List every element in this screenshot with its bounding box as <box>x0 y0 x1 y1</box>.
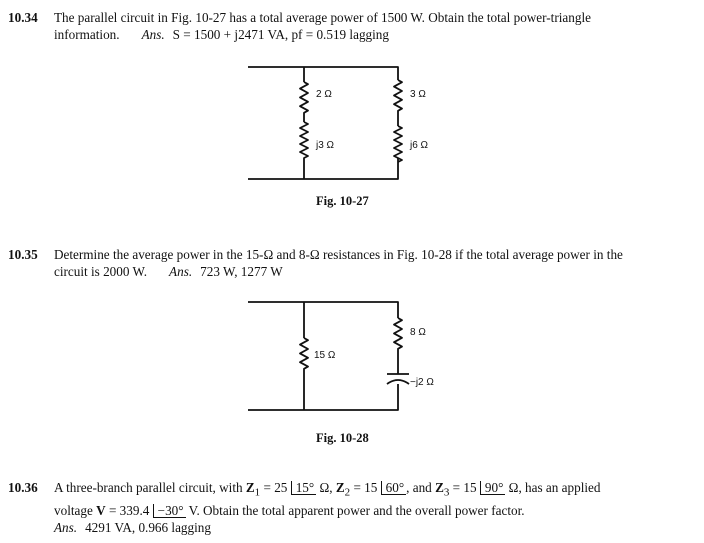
capacitor-plate-bottom <box>387 380 409 384</box>
angle-notation: 60° <box>381 481 406 495</box>
bottom-wire <box>248 384 398 410</box>
label-8-ohm: 8 Ω <box>410 327 426 338</box>
text-run: = 25 <box>260 480 291 495</box>
angle-notation: −30° <box>153 504 186 518</box>
figure-10-27-circuit <box>248 67 402 179</box>
angle-notation: 90° <box>480 481 505 495</box>
text-run: , and <box>406 480 436 495</box>
symbol-z2: Z <box>335 480 345 495</box>
problem-number: 10.36 <box>8 480 38 495</box>
text-run: Ω, has an applied <box>505 480 601 495</box>
answer-text: 4291 VA, 0.966 lagging <box>85 519 211 535</box>
subscript: 1 <box>254 486 261 499</box>
resistor-8-ohm <box>394 318 402 374</box>
top-wire <box>248 302 398 318</box>
figure-caption: Fig. 10-28 <box>316 431 369 445</box>
problem-line: The parallel circuit in Fig. 10-27 has a total average power of 1500 W. Obtain the total power-triangle <box>54 10 591 25</box>
resistor-3-ohm <box>394 80 402 126</box>
symbol-z1: Z <box>245 480 255 495</box>
text-run: A three-branch parallel circuit, with <box>54 480 246 495</box>
answer-text: S = 1500 + j2471 VA, pf = 0.519 lagging <box>172 27 389 42</box>
label-j6-ohm: j6 Ω <box>410 140 429 151</box>
answer-label: Ans. <box>169 264 193 279</box>
symbol-v: V <box>96 502 106 518</box>
symbol-z3: Z <box>435 480 444 495</box>
problem-line: circuit is 2000 W. <box>54 264 148 279</box>
text-run: V. Obtain the total apparent power and the overall power factor. <box>185 502 525 518</box>
problem-line: Determine the average power in the 15-Ω and 8-Ω resistances in Fig. 10-28 if the total average power in the <box>54 247 623 262</box>
bottom-wire <box>248 158 398 179</box>
text-run: = 15 <box>350 480 381 495</box>
subscript: 2 <box>344 486 351 499</box>
answer-label: Ans. <box>54 519 78 535</box>
text-run: = 339.4 <box>105 502 153 518</box>
text-run: = 15 <box>449 480 480 495</box>
problem-line: information. <box>54 27 120 42</box>
angle-notation: 15° <box>291 481 316 495</box>
label-j3-ohm: j3 Ω <box>316 140 335 151</box>
problem-number: 10.35 <box>8 247 38 262</box>
resistor-15-ohm <box>300 338 308 410</box>
figure-caption: Fig. 10-27 <box>316 194 369 208</box>
label-2-ohm: 2 Ω <box>316 89 332 100</box>
subscript: 3 <box>443 486 450 499</box>
answer-text: 723 W, 1277 W <box>200 264 283 279</box>
resistor-2-ohm <box>300 82 308 122</box>
top-wire <box>248 67 398 80</box>
inductor-j3-ohm <box>300 122 308 179</box>
label-minus-j2-ohm: −j2 Ω <box>410 377 434 388</box>
inductor-j6-ohm <box>394 126 402 162</box>
problem-number: 10.34 <box>8 10 38 25</box>
label-15-ohm: 15 Ω <box>314 350 336 361</box>
text-run: Ω, <box>316 480 336 495</box>
answer-label: Ans. <box>141 27 165 42</box>
text-run: voltage <box>54 502 97 518</box>
label-3-ohm: 3 Ω <box>410 89 426 100</box>
